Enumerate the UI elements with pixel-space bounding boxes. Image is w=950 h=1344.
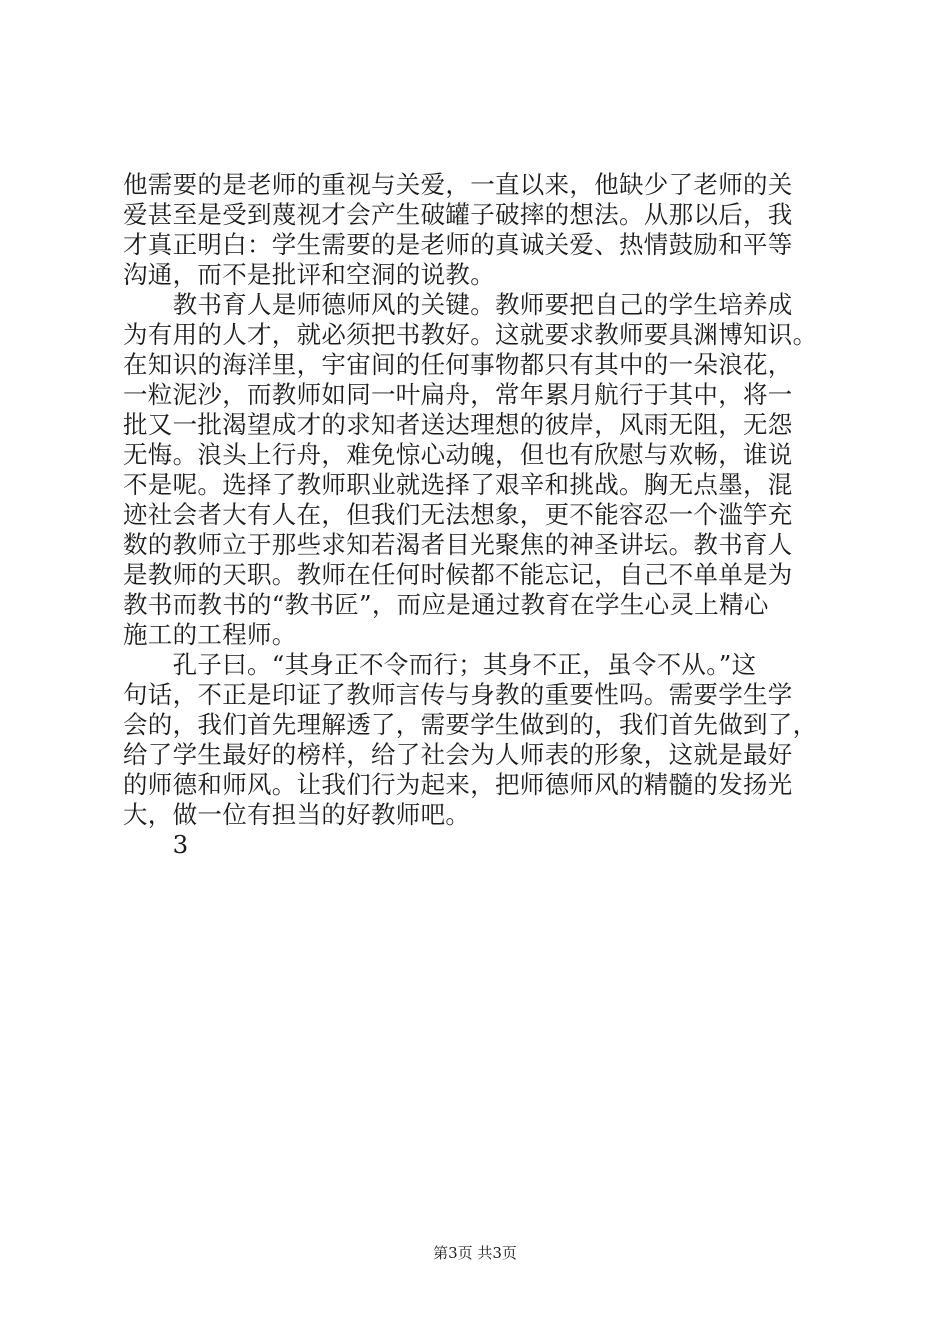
text-line: 施工的工程师。 (123, 620, 297, 649)
text-line: 为有用的人才，就必须把书教好。这就要求教师要具渊博知识。 (123, 320, 818, 349)
text-line: 不是呢。选择了教师职业就选择了艰辛和挑战。胸无点墨，混 (123, 470, 793, 499)
text-line: 无悔。浪头上行舟，难免惊心动魄，但也有欣慰与欢畅，谁说 (123, 440, 793, 469)
text-line: 教书育人是师德师风的关键。教师要把自己的学生培养成 (123, 290, 793, 319)
text-line: 3 (123, 830, 189, 859)
text-line: 批又一批渴望成才的求知者送达理想的彼岸，风雨无阻，无怨 (123, 410, 793, 439)
document-body (123, 170, 823, 860)
page-footer (0, 1243, 950, 1263)
text-line: 数的教师立于那些求知若渴者目光聚焦的神圣讲坛。教书育人 (123, 530, 793, 559)
page-number-label: 第3页 共3页 (433, 1244, 517, 1262)
text-line: 他需要的是老师的重视与关爱，一直以来，他缺少了老师的关 (123, 170, 793, 199)
text-line: 沟通，而不是批评和空洞的说教。 (123, 260, 495, 289)
text-line: 教书而教书的“教书匠”，而应是通过教育在学生心灵上精心 (123, 590, 769, 619)
text-line: 孔子曰。“其身正不令而行；其身不正，虽令不从。”这 (123, 650, 757, 679)
text-line: 迹社会者大有人在，但我们无法想象，更不能容忍一个滥竽充 (123, 500, 793, 529)
text-line: 句话，不正是印证了教师言传与身教的重要性吗。需要学生学 (123, 680, 793, 709)
text-line: 爱甚至是受到蔑视才会产生破罐子破摔的想法。从那以后，我 (123, 200, 793, 229)
text-line: 在知识的海洋里，宇宙间的任何事物都只有其中的一朵浪花， (123, 350, 793, 379)
text-line: 的师德和师风。让我们行为起来，把师德师风的精髓的发扬光 (123, 770, 793, 799)
text-line: 是教师的天职。教师在任何时候都不能忘记，自己不单单是为 (123, 560, 793, 589)
text-line: 一粒泥沙，而教师如同一叶扁舟，常年累月航行于其中，将一 (123, 380, 793, 409)
text-line: 给了学生最好的榜样，给了社会为人师表的形象，这就是最好 (123, 740, 793, 769)
text-line: 大，做一位有担当的好教师吧。 (123, 800, 471, 829)
text-line: 才真正明白：学生需要的是老师的真诚关爱、热情鼓励和平等 (123, 230, 793, 259)
text-line: 会的，我们首先理解透了，需要学生做到的，我们首先做到了， (123, 710, 818, 739)
